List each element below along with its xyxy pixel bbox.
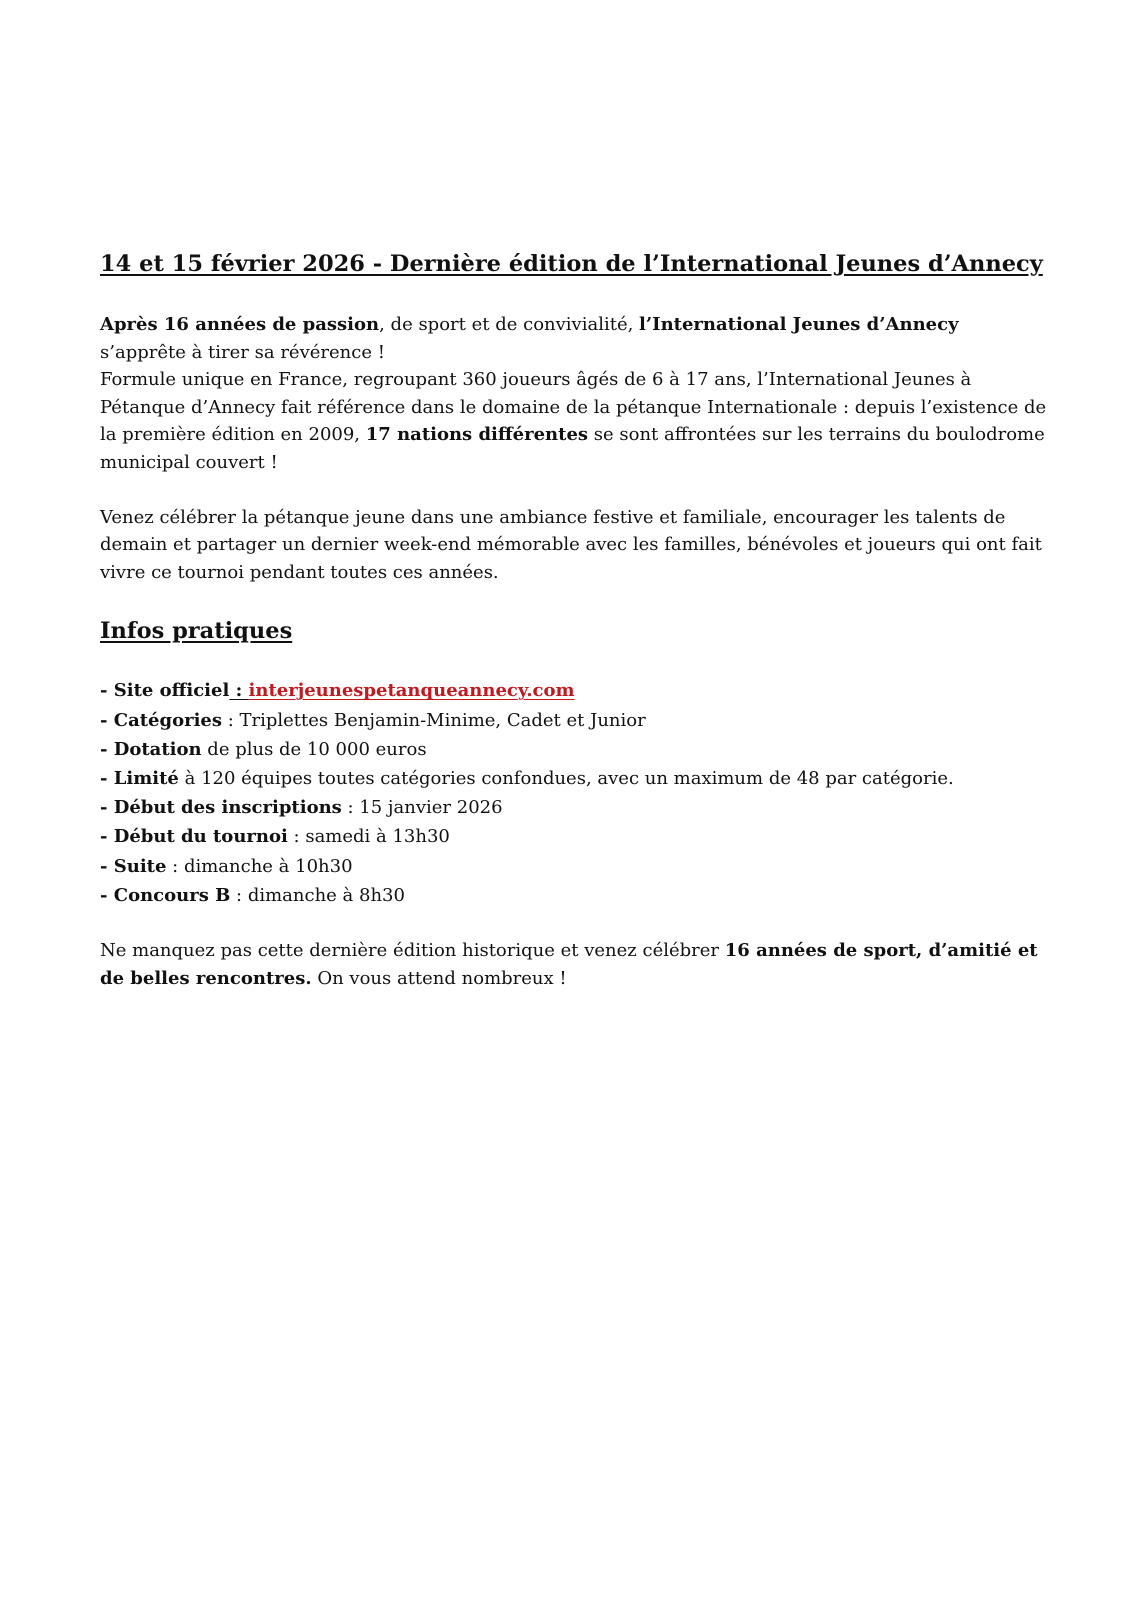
info-inscriptions-value: : 15 janvier 2026 [341, 797, 503, 819]
info-suite-value: : dimanche à 10h30 [166, 855, 353, 877]
document-page [100, 247, 1050, 992]
intro-paragraph [100, 311, 1050, 477]
info-dotation-value: de plus de 10 000 euros [201, 738, 427, 760]
info-tournoi-label: - Début du tournoi [100, 826, 288, 848]
info-limite-label: - Limité [100, 767, 179, 789]
intro-formula-text: Formule unique en France, regroupant 360 joueurs âgés de 6 à 17 ans, l’International Jeunes à Pétanque d’Annecy fait référence dans le domaine de la pétanque Internationale : depuis l’existence de la première édition en 2009, [100, 369, 1047, 446]
info-site [100, 676, 1050, 705]
official-site-link[interactable]: interjeunespetanqueannecy.com [248, 680, 575, 702]
info-tournoi-value: : samedi à 13h30 [287, 826, 450, 848]
info-site-label: - Site officiel [100, 680, 230, 702]
info-concours-label: - Concours B [100, 884, 231, 906]
info-categories-value: : Triplettes Benjamin-Minime, Cadet et Junior [222, 709, 646, 731]
info-suite [100, 852, 1050, 881]
closing-end: On vous attend nombreux ! [311, 967, 567, 989]
intro-lead-text: , de sport et de convivialité, [379, 314, 640, 335]
info-limite-value: à 120 équipes toutes catégories confondues, avec un maximum de 48 par catégorie. [178, 767, 954, 789]
intro-lead-bold: Après 16 années de passion [100, 314, 380, 335]
info-categories-label: - Catégories [100, 709, 222, 731]
info-inscriptions-label: - Début des inscriptions [100, 797, 342, 819]
intro-name-bold: l’International Jeunes d’Annecy [639, 314, 959, 335]
info-dotation [100, 735, 1050, 764]
infos-title: Infos pratiques [100, 618, 293, 645]
celebration-paragraph: Venez célébrer la pétanque jeune dans une ambiance festive et familiale, encourager les talents de demain et partager un dernier week-end mémorable avec les familles, bénévoles et joueurs qui ont fait vivre ce tournoi pendant toutes ces années. [100, 506, 1042, 583]
intro-after-name: s’apprête à tirer sa révérence ! [100, 341, 385, 363]
infos-list [100, 676, 1050, 910]
info-site-sep: : [229, 680, 249, 702]
info-inscriptions [100, 793, 1050, 822]
info-dotation-label: - Dotation [100, 738, 202, 760]
info-concours-value: : dimanche à 8h30 [230, 884, 405, 906]
info-tournoi [100, 822, 1050, 851]
info-limite [100, 764, 1050, 793]
intro-formula-end: se sont affrontées sur les terrains du boulodrome municipal couvert ! [100, 424, 1045, 473]
document-title: 14 et 15 février 2026 - Dernière édition de l’International Jeunes d’Annecy [100, 251, 1043, 277]
info-categories [100, 706, 1050, 735]
closing-text: Ne manquez pas cette dernière édition historique et venez célébrer [100, 939, 725, 961]
closing-bold: 16 années de sport, d’amitié et de belles rencontres. [100, 939, 1038, 989]
intro-nations-bold: 17 nations différentes [365, 424, 589, 446]
info-suite-label: - Suite [100, 855, 167, 877]
info-concours [100, 881, 1050, 910]
closing-paragraph [100, 937, 1050, 992]
